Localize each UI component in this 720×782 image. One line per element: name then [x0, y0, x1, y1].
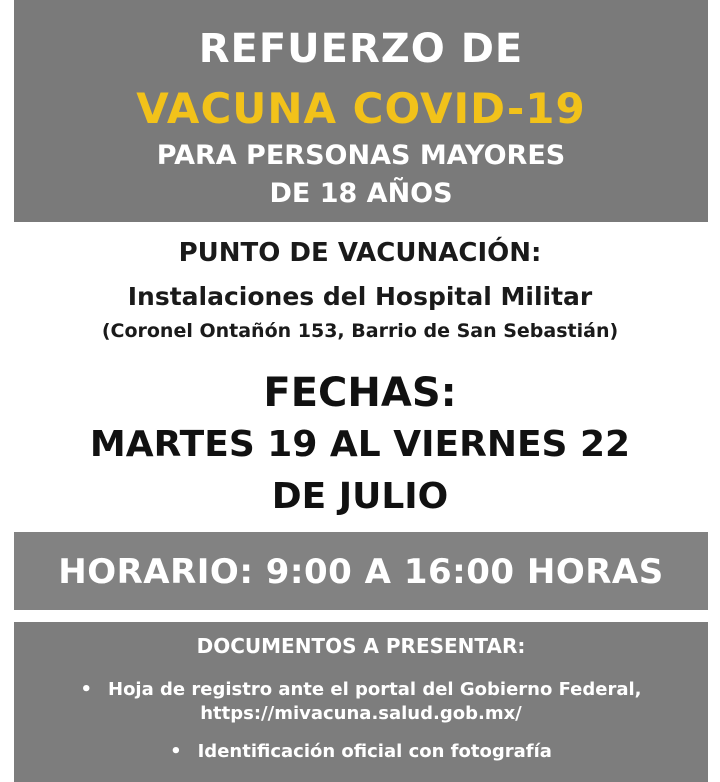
- header-banner: [14, 0, 708, 222]
- dates-line-1: MARTES 19 AL VIERNES 22: [89, 424, 631, 465]
- dates-heading: FECHAS:: [263, 370, 457, 416]
- hours-banner: [14, 532, 708, 610]
- document-item: [34, 740, 688, 764]
- title-line-4: DE 18 AÑOS: [269, 178, 453, 209]
- documents-panel: [14, 622, 708, 782]
- document-item-line: [34, 740, 688, 764]
- location-address: (Coronel Ontañón 153, Barrio de San Sebastián): [101, 320, 619, 342]
- title-line-3: PARA PERSONAS MAYORES: [156, 140, 566, 171]
- bullet-icon: •: [80, 679, 92, 700]
- title-line-1: REFUERZO DE: [198, 26, 524, 72]
- bullet-icon: •: [170, 741, 182, 762]
- dates-line-2: DE JULIO: [271, 476, 449, 517]
- document-item-line: [34, 678, 688, 702]
- hours-text: HORARIO: 9:00 A 16:00 HORAS: [58, 552, 664, 592]
- document-item: [34, 678, 688, 726]
- location-name: Instalaciones del Hospital Militar: [127, 282, 593, 311]
- document-item-url: https://mivacuna.salud.gob.mx/: [200, 703, 522, 724]
- document-item-text: Hoja de registro ante el portal del Gobierno Federal,: [108, 679, 642, 700]
- documents-heading: DOCUMENTOS A PRESENTAR:: [196, 634, 526, 658]
- location-heading: PUNTO DE VACUNACIÓN:: [178, 238, 542, 268]
- document-item-text: Identificación oficial con fotografía: [197, 741, 552, 762]
- title-line-2: VACUNA COVID-19: [136, 84, 586, 133]
